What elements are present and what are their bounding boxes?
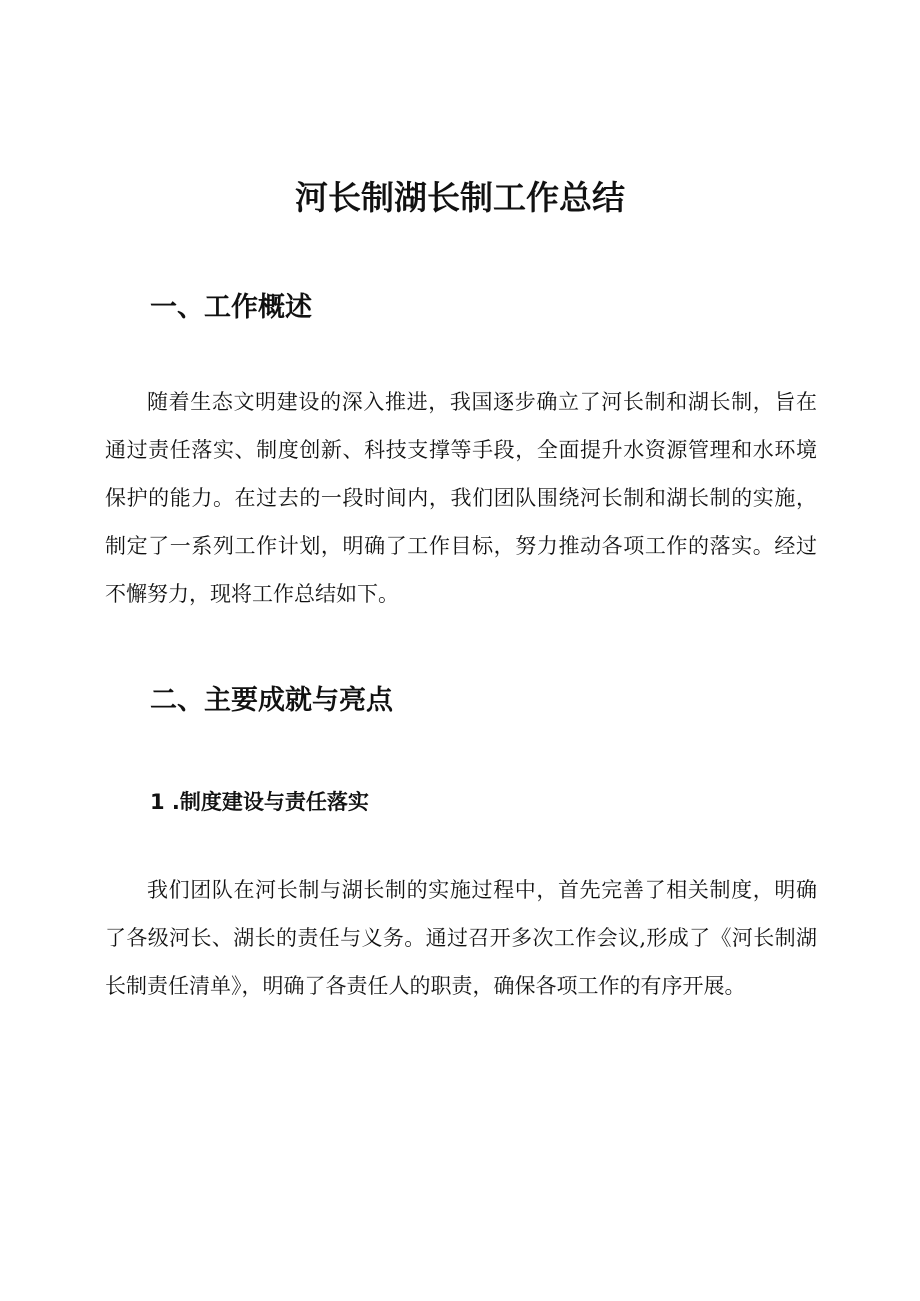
paragraph-institution-building: 我们团队在河长制与湖长制的实施过程中，首先完善了相关制度，明确了各级河长、湖长的责任与义务。通过召开多次工作会议,形成了《河长制湖长制责任清单》，明确了各责任人的职责，确保各项工作的有序开展。 — [105, 878, 817, 998]
document-title: 河长制湖长制工作总结 — [295, 178, 625, 217]
section-heading-overview: 一、工作概述 — [150, 292, 312, 323]
section-heading-achievements: 二、主要成就与亮点 — [150, 685, 393, 716]
paragraph-overview: 随着生态文明建设的深入推进，我国逐步确立了河长制和湖长制，旨在通过责任落实、制度创新、科技支撑等手段，全面提升水资源管理和水环境保护的能力。在过去的一段时间内，我们团队围绕河长制和湖长制的实施，制定了一系列工作计划，明确了工作目标，努力推动各项工作的落实。经过不懈努力，现将工作总结如下。 — [105, 390, 817, 606]
subheading-institution-building: 1 .制度建设与责任落实 — [150, 790, 369, 814]
